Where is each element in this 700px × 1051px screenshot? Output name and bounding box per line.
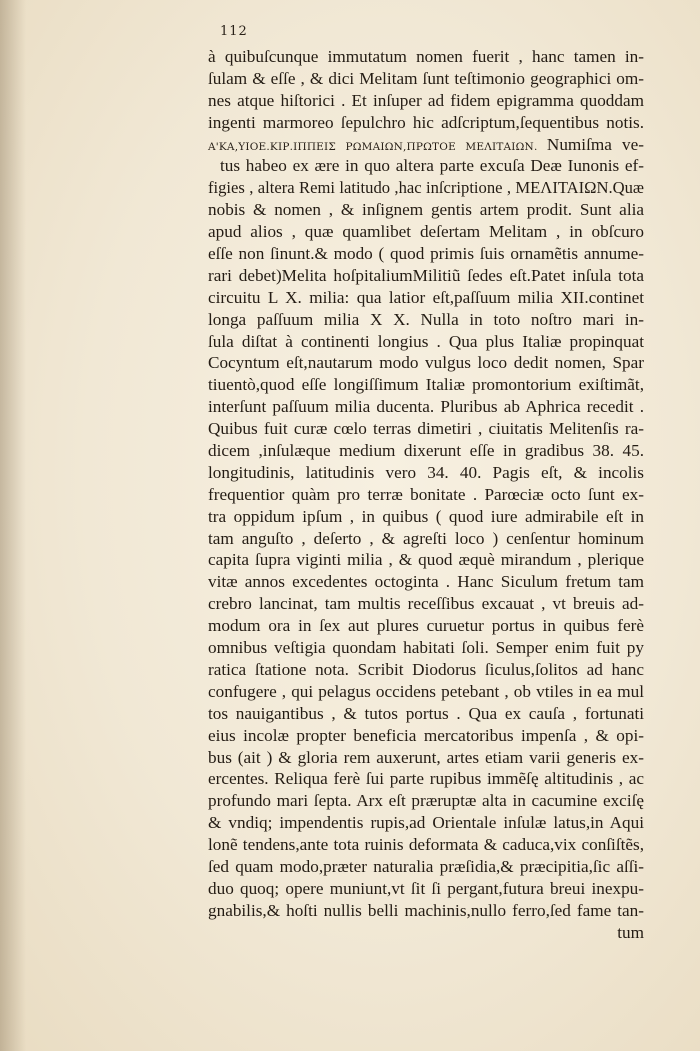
body-text (208, 46, 644, 944)
text-line: interſunt paſſuum milia ducenta. Pluribus ab Aphrica recedit . (208, 397, 644, 417)
text-line: tos nauigantibus , & tutos portus . Qua ex cauſa , fortunati (208, 703, 644, 723)
text-line: ſula diſtat à continenti longius . Qua plus Italiæ propinquat (208, 331, 644, 351)
text-line: tra oppidum ipſum , in quibus ( quod iure admirabile eſt in (208, 506, 644, 526)
text-line: capita ſupra viginti milia , & quod æquè mirandum , plerique (208, 550, 644, 570)
text-line: confugere , qui pelagus occidens petebant , ob vtiles in ea mul (208, 681, 644, 701)
text-line: ratica ſtatione nota. Scribit Diodorus ſiculus,ſolitos ad hanc (208, 659, 644, 679)
text-line: omnibus veſtigia quondam habitati ſoli. Semper enim fuit py (208, 638, 644, 658)
text-line: nes atque hiſtorici . Et inſuper ad fidem epigramma quoddam (208, 90, 644, 110)
text-line: longa paſſuum milia X X. Nulla in toto noſtro mari in- (208, 309, 644, 329)
text-line: longitudinis, latitudinis vero 34. 40. Pagis eſt, & incolis (208, 462, 644, 482)
text-line: ingenti marmoreo ſepulchro hic adſcriptum,ſequentibus notis. (208, 112, 644, 132)
text-line: frequentior quàm pro terræ bonitate . Parœciæ octo ſunt ex- (208, 484, 644, 504)
text-line: rari debet)Melita hoſpitaliumMilitiũ ſedes eſt.Patet inſula tota (208, 265, 644, 285)
text-line: eius incolæ propter beneficia mercatoribus impenſa , & opi- (208, 725, 644, 745)
text-line: ercentes. Reliqua ferè ſui parte rupibus immẽſę altitudinis , ac (208, 769, 644, 789)
text-line: Quibus fuit curæ cœlo terras dimetiri , ciuitatis Melitenſis ra- (208, 419, 644, 439)
text-line: lonẽ tendens,ante tota ruinis deformata & caduca,vix conſiſtẽs, (208, 835, 644, 855)
text-line: nobis & nomen , & inſignem gentis artem prodit. Sunt alia (208, 200, 644, 220)
text-line-greek-inscription (208, 134, 644, 156)
text-line: apud alios , quæ quamlibet deſertam Melitam , in obſcuro (208, 222, 644, 242)
text-line: duo quoq; opere muniunt,vt ſit ſi pergant,futura breui inexpu- (208, 878, 644, 898)
text-line: figies , altera Remi latitudo ,hac inſcriptione , ΜΕΛΙΤΑΙΩΝ.Quæ (208, 178, 644, 198)
text-line: ſulam & eſſe , & dici Melitam ſunt teſtimonio geographici om- (208, 68, 644, 88)
text-line: vitæ annos excedentes octoginta . Hanc Siculum fretum tam (208, 572, 644, 592)
gutter-shadow (0, 0, 26, 1051)
text-continuation: Numiſma ve- (546, 134, 644, 154)
greek-inscription: Α'ΚΑ,ΥΙΟΕ.ΚΙΡ.ΙΠΠΕΙΣ ΡΩΜΑΙΩΝ,ΠΡΩΤΟΕ ΜΕΛΙΤΑΙΩΝ. (208, 140, 547, 153)
text-line: bus (ait ) & gloria rem auxerunt, artes etiam varii generis ex- (208, 747, 644, 767)
text-line: dicem ,inſulæque medium dixerunt eſſe in gradibus 38. 45. (208, 441, 644, 461)
text-line: tus habeo ex ære in quo altera parte excuſa Deæ Iunonis ef- (220, 156, 644, 176)
text-line: profundo mari ſepta. Arx eſt præruptæ alta in cacumine exciſę (208, 791, 644, 811)
text-line: tam anguſto , deſerto , & agreſti loco ) cenſentur hominum (208, 528, 644, 548)
text-line: à quibuſcunque immutatum nomen fuerit , hanc tamen in- (208, 47, 644, 66)
text-line: tiuentò,quod eſſe longiſſimum Italiæ promontorium exiſtimãt, (208, 375, 644, 395)
text-line: eſſe non ſinunt.& modo ( quod primis ſuis ornamẽtis annume- (208, 244, 644, 264)
text-line: crebro lancinat, tam multis receſſibus excauat , vt breuis ad- (208, 594, 644, 614)
text-line: circuitu L X. milia: qua latior eſt,paſſuum milia XII.continet (208, 287, 644, 307)
text-line: Cocyntum eſt,nautarum modo vulgus loco dedit nomen, Spar (208, 353, 644, 373)
text-line: modum ora in ſex aut plures curuetur portus in quibus ferè (208, 616, 644, 636)
text-line: ſed quam modo,præter naturalia præſidia,& præcipitia,ſic aſſi- (208, 856, 644, 876)
page-number: 112 (220, 24, 248, 39)
text-line: & vndiq; impendentis rupis,ad Orientale inſulæ latus,in Aqui (208, 813, 644, 833)
text-line: gnabilis,& hoſti nullis belli machinis,nullo ferro,ſed fame tan- (208, 900, 644, 920)
catchword: tum (617, 922, 644, 942)
